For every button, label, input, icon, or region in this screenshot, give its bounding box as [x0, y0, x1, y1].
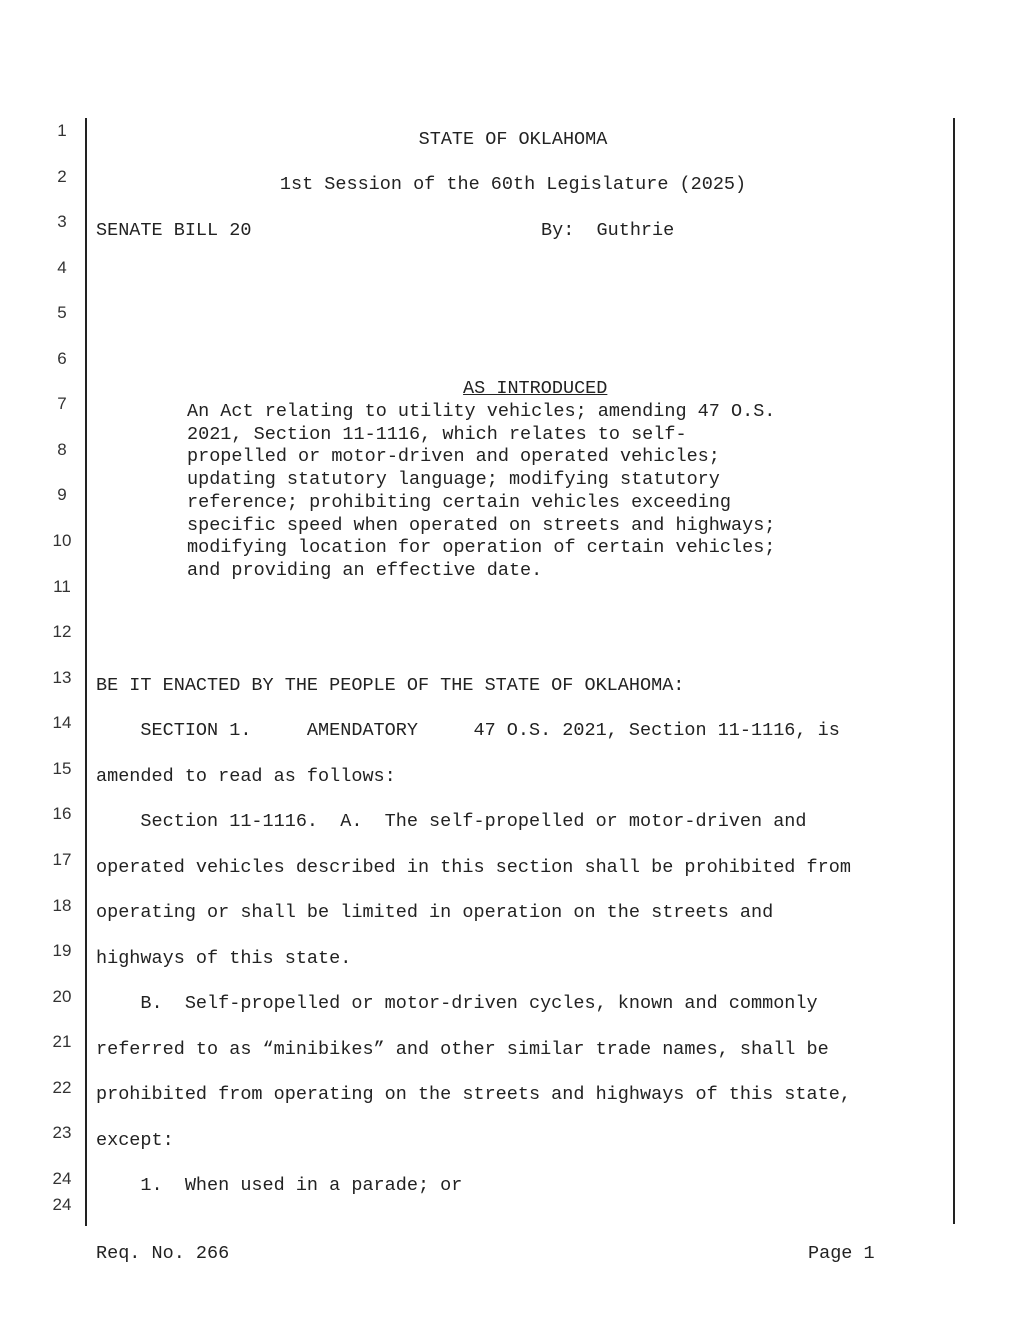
line-number-cut [38, 1195, 86, 1214]
title-line: specific speed when operated on streets and highways; [187, 514, 776, 536]
line-number: 8 [57, 440, 67, 459]
line-number: 14 [52, 713, 72, 732]
line-number: 2 [57, 167, 67, 186]
body-line: referred to as “minibikes” and other similar trade names, shall be [96, 1039, 829, 1060]
section-heading: SECTION 1. AMENDATORY 47 O.S. 2021, Section 11-1116, is [96, 720, 840, 741]
line-number: 15 [52, 759, 72, 778]
line-number: 6 [57, 349, 67, 368]
body-line: highways of this state. [96, 948, 352, 969]
body-line: 1. When used in a parade; or [96, 1175, 463, 1196]
body-line: operating or shall be limited in operation on the streets and [96, 902, 774, 923]
line-number: 19 [52, 941, 72, 960]
line-number: 17 [52, 850, 72, 869]
line-number: 16 [52, 804, 72, 823]
line-number: 12 [52, 622, 72, 641]
line-number: 20 [52, 987, 72, 1006]
bill-status: AS INTRODUCED [463, 378, 608, 399]
right-margin-rule [953, 118, 955, 1224]
title-line: reference; prohibiting certain vehicles exceeding [187, 491, 731, 513]
enacting-clause: BE IT ENACTED BY THE PEOPLE OF THE STATE OF OKLAHOMA: [96, 675, 685, 696]
body-line: Section 11-1116. A. The self-propelled or motor-driven and [96, 811, 807, 832]
line-number: 21 [52, 1032, 72, 1051]
line-number: 18 [52, 896, 72, 915]
body-line: amended to read as follows: [96, 766, 396, 787]
title-line: updating statutory language; modifying statutory [187, 469, 720, 491]
line-number-cut-text: 24 [52, 1195, 72, 1214]
page-number: Page 1 [808, 1243, 875, 1264]
state-heading: STATE OF OKLAHOMA [418, 129, 608, 150]
line-number: 10 [52, 531, 72, 550]
line-number: 9 [57, 485, 67, 504]
line-number: 23 [52, 1123, 72, 1142]
title-line: 2021, Section 11-1116, which relates to self- [187, 423, 687, 445]
line-number: 7 [57, 394, 67, 413]
line-number: 3 [57, 212, 67, 231]
line-number: 11 [53, 577, 71, 596]
line-number: 13 [52, 668, 72, 687]
title-line: propelled or motor-driven and operated vehicles; [187, 446, 720, 468]
body-line: B. Self-propelled or motor-driven cycles, known and commonly [96, 993, 818, 1014]
title-line: modifying location for operation of certain vehicles; [187, 537, 776, 559]
body-line: operated vehicles described in this section shall be prohibited from [96, 857, 851, 878]
session-heading: 1st Session of the 60th Legislature (2025) [279, 174, 747, 195]
line-number: 5 [57, 303, 67, 322]
bill-title [187, 401, 887, 583]
title-line: and providing an effective date. [187, 559, 543, 581]
body-line: prohibited from operating on the streets and highways of this state, [96, 1084, 851, 1105]
bill-number: SENATE BILL 20 [96, 220, 252, 241]
line-number: 4 [57, 258, 67, 277]
line-number: 22 [52, 1078, 72, 1097]
request-number: Req. No. 266 [96, 1243, 230, 1264]
line-number: 24 [52, 1169, 72, 1188]
body-line: except: [96, 1130, 174, 1151]
title-line: An Act relating to utility vehicles; amending 47 O.S. [187, 401, 776, 422]
bill-author: By: Guthrie [541, 220, 675, 241]
line-number: 1 [57, 121, 67, 140]
